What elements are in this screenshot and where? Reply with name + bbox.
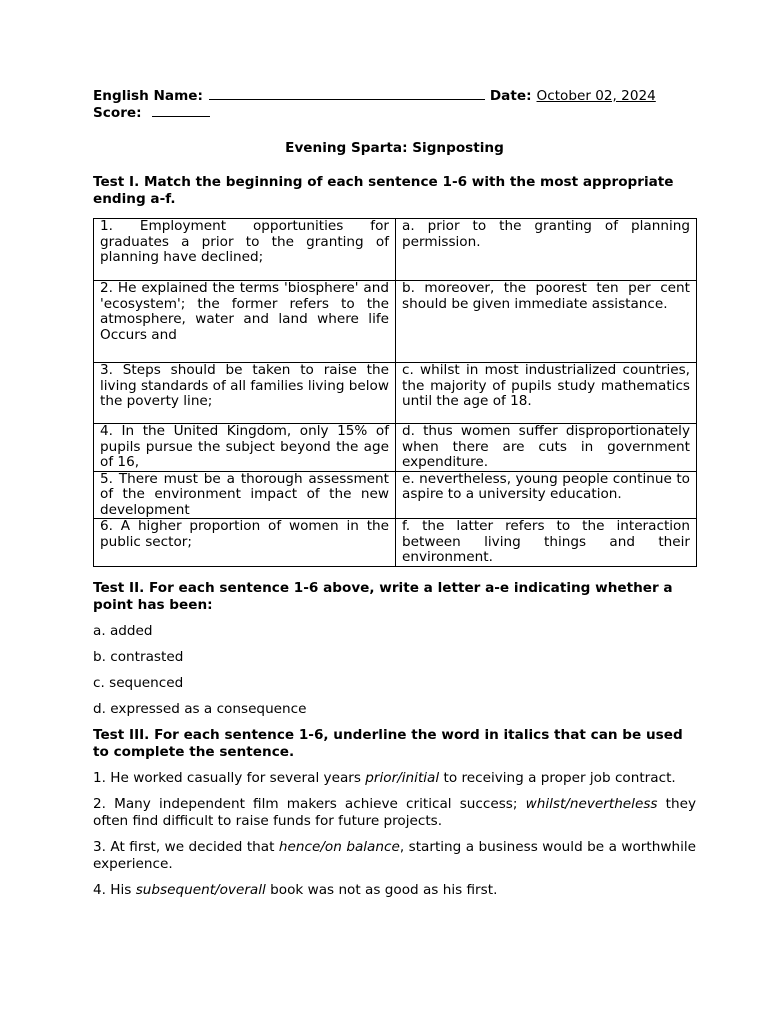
name-label: English Name:: [93, 88, 203, 104]
exercise-sentence: [93, 882, 696, 899]
sentence-ending: a. prior to the granting of planning permission.: [396, 219, 697, 281]
exercise-sentence: [93, 839, 696, 873]
sentence-ending: b. moreover, the poorest ten per cent should be given immediate assistance.: [396, 281, 697, 363]
option-item: a. added: [93, 622, 153, 639]
sentence-beginning: 3. Steps should be taken to raise the living standards of all families living below the poverty line;: [94, 363, 396, 424]
date-label: Date:: [489, 88, 532, 104]
italic-choice: whilst/nevertheless: [525, 795, 658, 812]
option-item: b. contrasted: [93, 648, 184, 665]
sentence-text: book was not as good as his first.: [265, 881, 498, 898]
table-row: [94, 219, 697, 281]
sentence-text: 3. At first, we decided that: [93, 838, 279, 855]
table-row: [94, 363, 697, 424]
table-row: [94, 471, 697, 519]
name-blank-line[interactable]: [209, 87, 485, 100]
test1-heading: Test I. Match the beginning of each sentence 1-6 with the most appropriate ending a-f.: [93, 174, 674, 207]
sentence-text: 2. Many independent film makers achieve critical success;: [93, 795, 526, 812]
header: [93, 87, 696, 121]
sentence-text: 4. His: [93, 881, 136, 898]
sentence-beginning: 4. In the United Kingdom, only 15% of pupils pursue the subject beyond the age of 16,: [94, 424, 396, 472]
matching-table: [93, 218, 697, 567]
italic-choice: prior/initial: [365, 769, 440, 786]
sentence-text: to receiving a proper job contract.: [439, 769, 676, 786]
sentence-text: , starting a business would be a worthwhile experience.: [93, 838, 696, 872]
sentence-beginning: 6. A higher proportion of women in the public sector;: [94, 519, 396, 567]
sentence-ending: d. thus women suffer disproportionately when there are cuts in government expenditure.: [396, 424, 697, 472]
worksheet: [93, 87, 696, 899]
sentence-text: they often find difficult to raise funds for future projects.: [93, 795, 696, 829]
sentence-text: 1. He worked casually for several years: [93, 769, 366, 786]
test2-heading: Test II. For each sentence 1-6 above, write a letter a-e indicating whether a point has been:: [93, 579, 673, 613]
score-label: Score:: [93, 105, 142, 121]
exercise-sentence: [93, 770, 696, 787]
exercise-sentence: [93, 796, 696, 830]
table-row: [94, 519, 697, 567]
page-title: Evening Sparta: Signposting: [285, 140, 504, 156]
table-row: [94, 281, 697, 363]
option-item: c. sequenced: [93, 674, 184, 691]
sentence-beginning: 1. Employment opportunities for graduates a prior to the granting of planning have declined;: [94, 219, 396, 281]
table-row: [94, 424, 697, 472]
sentence-beginning: 5. There must be a thorough assessment of the environment impact of the new development: [94, 471, 396, 519]
sentence-ending: c. whilst in most industrialized countries, the majority of pupils study mathematics until the age of 18.: [396, 363, 697, 424]
option-item: d. expressed as a consequence: [93, 700, 307, 717]
italic-choice: hence/on balance: [278, 838, 400, 855]
score-blank-line[interactable]: [152, 104, 210, 117]
sentence-ending: f. the latter refers to the interaction between living things and their environment.: [396, 519, 697, 567]
test3-heading: Test III. For each sentence 1-6, underline the word in italics that can be used to complete the sentence.: [93, 726, 683, 760]
sentence-ending: e. nevertheless, young people continue to aspire to a university education.: [396, 471, 697, 519]
italic-choice: subsequent/overall: [135, 881, 266, 898]
date-value: October 02, 2024: [536, 88, 656, 104]
sentence-beginning: 2. He explained the terms 'biosphere' and 'ecosystem'; the former refers to the atmosphere, water and land where life Occurs and: [94, 281, 396, 363]
